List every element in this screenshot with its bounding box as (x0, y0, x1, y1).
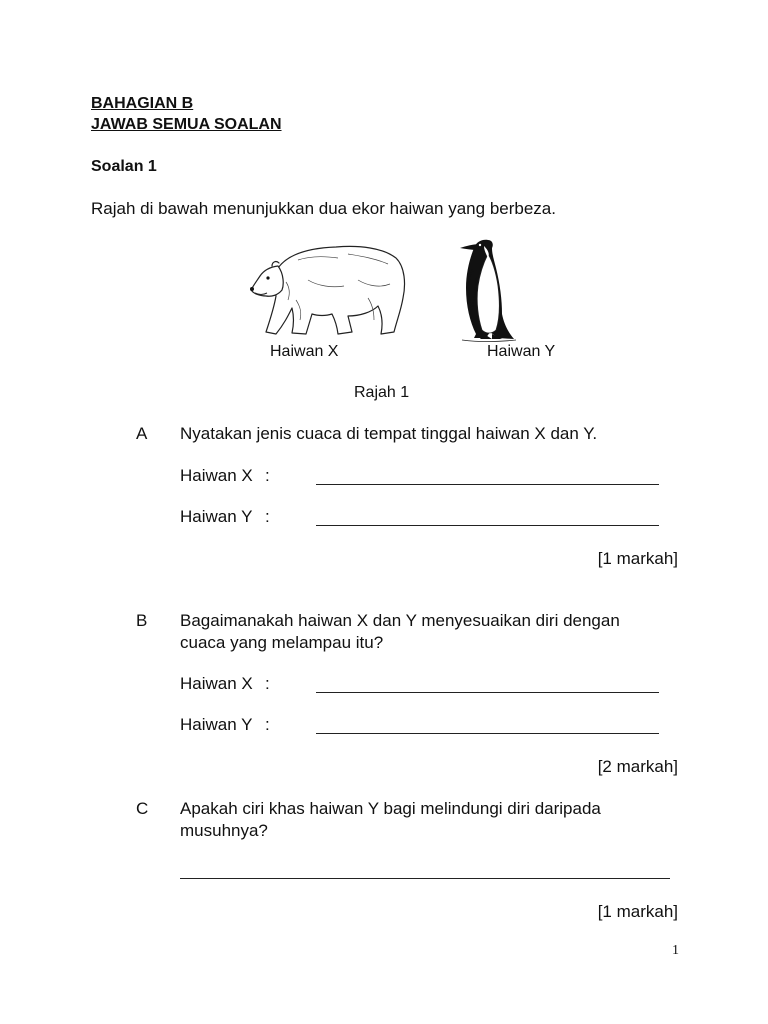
figure-label-y: Haiwan Y (487, 343, 556, 360)
answer-line-b-y[interactable] (316, 733, 659, 734)
answer-line-a-x[interactable] (316, 484, 659, 485)
instruction-heading: JAWAB SEMUA SOALAN (91, 116, 282, 133)
answer-colon: : (265, 715, 270, 734)
answer-label-y: Haiwan Y (180, 715, 253, 734)
part-b-text-line2: cuaca yang melampau itu? (180, 633, 384, 652)
answer-colon: : (265, 507, 270, 526)
part-b-text-line1: Bagaimanakah haiwan X dan Y menyesuaikan diri dengan (180, 611, 620, 630)
penguin-icon (458, 236, 520, 344)
answer-colon: : (265, 466, 270, 485)
polar-bear-icon (248, 240, 408, 340)
answer-label-y: Haiwan Y (180, 507, 253, 526)
answer-line-b-x[interactable] (316, 692, 659, 693)
section-heading: BAHAGIAN B (91, 95, 194, 112)
marks-c: [1 markah] (597, 902, 678, 921)
answer-line-c[interactable] (180, 878, 670, 879)
part-b-letter: B (136, 611, 148, 630)
part-c-letter: C (136, 799, 149, 818)
part-a-letter: A (136, 424, 148, 443)
marks-a: [1 markah] (597, 549, 678, 568)
marks-b: [2 markah] (597, 757, 678, 776)
part-a-text: Nyatakan jenis cuaca di tempat tinggal haiwan X dan Y. (180, 424, 598, 443)
answer-label-x: Haiwan X (180, 466, 253, 485)
figure-caption: Rajah 1 (354, 384, 410, 401)
figure-label-x: Haiwan X (270, 343, 339, 360)
part-c-text-line2: musuhnya? (180, 821, 268, 840)
answer-colon: : (265, 674, 270, 693)
question-intro: Rajah di bawah menunjukkan dua ekor haiwan yang berbeza. (91, 199, 556, 218)
answer-label-x: Haiwan X (180, 674, 253, 693)
answer-line-a-y[interactable] (316, 525, 659, 526)
question-title: Soalan 1 (91, 158, 157, 175)
page-number: 1 (672, 943, 679, 958)
part-c-text-line1: Apakah ciri khas haiwan Y bagi melindungi diri daripada (180, 799, 601, 818)
